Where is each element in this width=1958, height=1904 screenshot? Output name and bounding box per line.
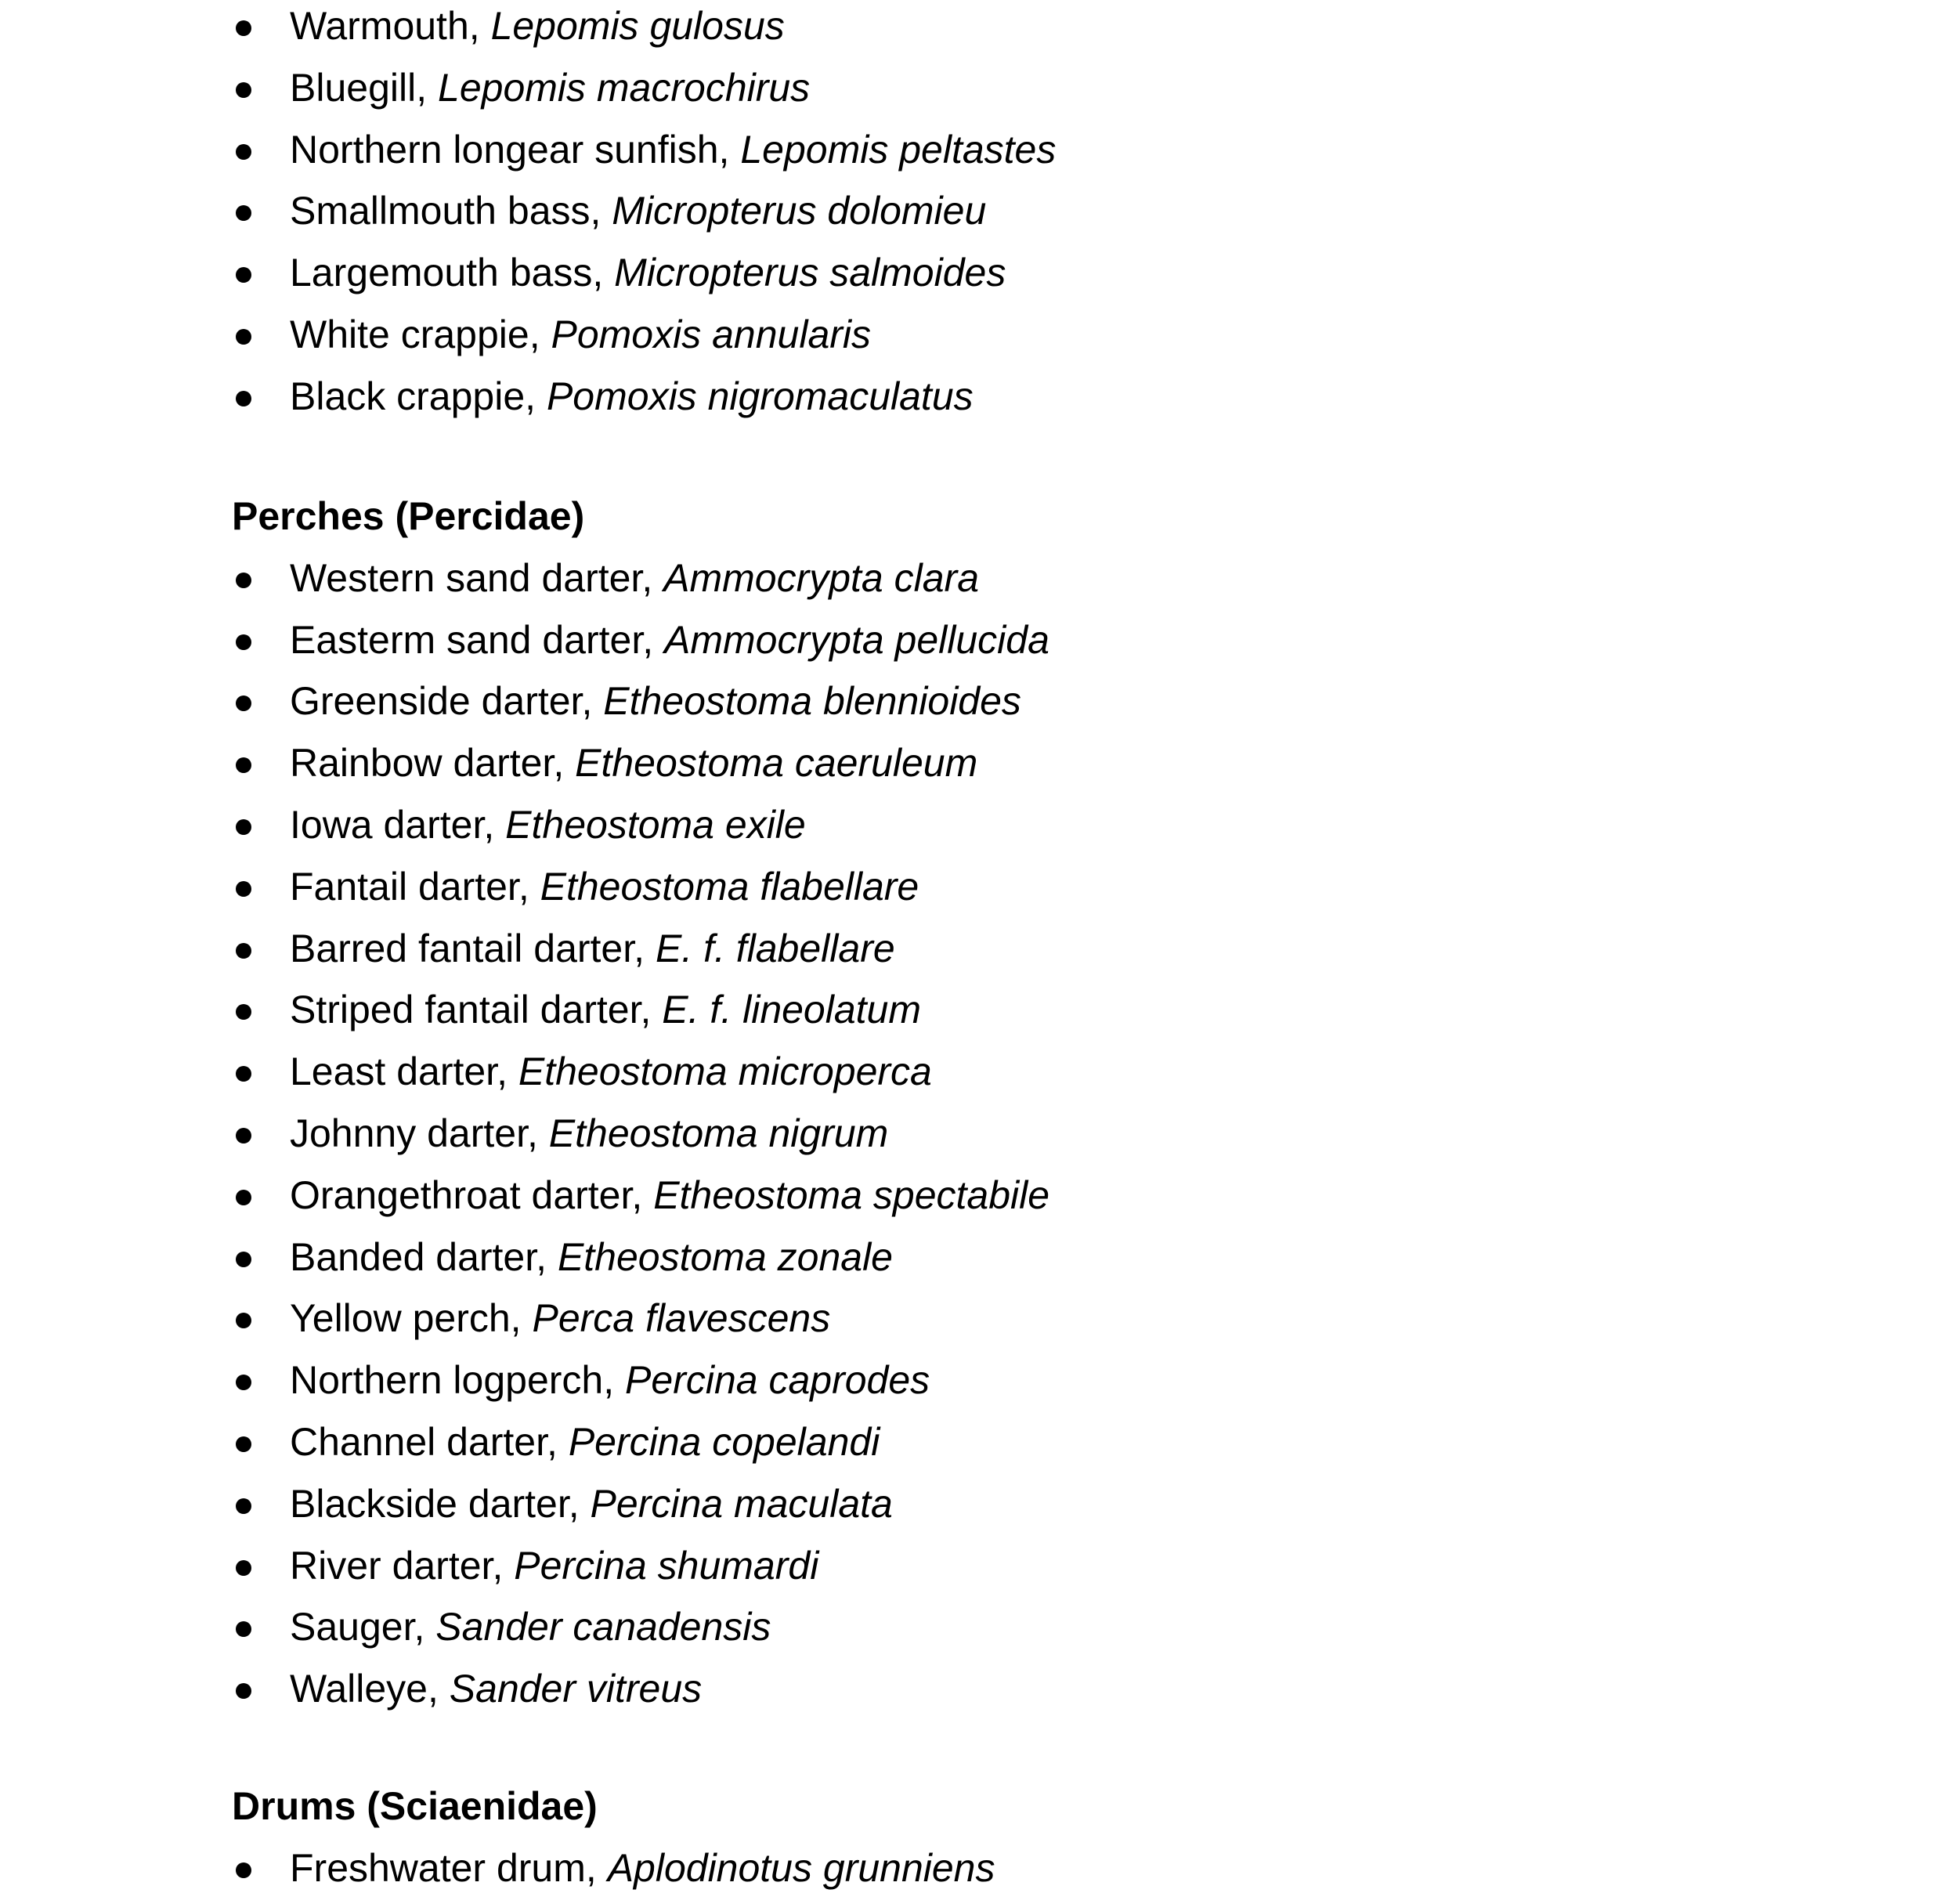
- bullet-icon: [236, 1128, 251, 1143]
- bullet-icon: [236, 1560, 251, 1576]
- drums-section: [232, 1780, 1720, 1904]
- bullet-icon: [236, 1862, 251, 1878]
- sunfish-species-list: [232, 0, 1720, 432]
- scientific-name: Etheostoma microperca: [518, 1050, 932, 1094]
- common-name: Fantail darter: [290, 864, 518, 909]
- common-name: Striped fantail darter: [290, 988, 641, 1032]
- name-separator: ,: [526, 1111, 549, 1155]
- common-name: Freshwater drum: [290, 1845, 586, 1890]
- species-list-item: [232, 737, 1720, 799]
- bullet-icon: [236, 695, 251, 711]
- name-separator: ,: [553, 741, 576, 786]
- common-name: Greenside darter: [290, 679, 582, 724]
- bullet-icon: [236, 757, 251, 773]
- name-separator: ,: [468, 4, 491, 48]
- name-separator: ,: [510, 1296, 533, 1341]
- scientific-name: Etheostoma spectabile: [653, 1172, 1050, 1217]
- scientific-name: Lepomis peltastes: [740, 127, 1057, 172]
- name-separator: ,: [568, 1481, 591, 1526]
- species-list-item: [232, 1663, 1720, 1725]
- name-separator: ,: [518, 864, 540, 909]
- drums-species-list: [232, 1842, 1720, 1904]
- bullet-icon: [236, 1252, 251, 1267]
- common-name: Warmouth: [290, 4, 469, 48]
- bullet-icon: [236, 634, 251, 650]
- name-separator: ,: [592, 251, 615, 295]
- bullet-icon: [236, 82, 251, 98]
- name-separator: ,: [483, 802, 506, 847]
- species-list-item: [232, 1354, 1720, 1416]
- common-name: Northern logperch: [290, 1358, 604, 1403]
- name-separator: ,: [581, 679, 604, 724]
- scientific-name: E. f. lineolatum: [662, 988, 922, 1032]
- common-name: Orangethroat darter: [290, 1172, 632, 1217]
- bullet-icon: [236, 881, 251, 897]
- common-name: Yellow perch: [290, 1296, 511, 1341]
- scientific-name: Aplodinotus grunniens: [607, 1845, 995, 1890]
- species-list-item: [232, 1107, 1720, 1169]
- species-list-item: [232, 861, 1720, 923]
- common-name: Channel darter: [290, 1419, 547, 1464]
- common-name: Barred fantail darter: [290, 926, 634, 970]
- scientific-name: Etheostoma zonale: [557, 1234, 893, 1279]
- name-separator: ,: [641, 555, 664, 600]
- scientific-name: Percina copelandi: [568, 1419, 880, 1464]
- common-name: Rainbow darter: [290, 741, 554, 786]
- sunfish-section-continued: [232, 0, 1720, 432]
- name-separator: ,: [492, 1543, 515, 1588]
- scientific-name: Ammocrypta clara: [663, 555, 980, 600]
- name-separator: ,: [529, 312, 551, 356]
- common-name: Johnny darter: [290, 1111, 527, 1155]
- common-name: Iowa darter: [290, 802, 484, 847]
- species-list-item: [232, 62, 1720, 124]
- scientific-name: Etheostoma caeruleum: [575, 741, 978, 786]
- scientific-name: Percina shumardi: [514, 1543, 819, 1588]
- species-list-item: [232, 675, 1720, 737]
- scientific-name: Pomoxis annularis: [551, 312, 872, 356]
- perches-species-list: [232, 552, 1720, 1725]
- name-separator: ,: [416, 65, 439, 110]
- scientific-name: Sander canadensis: [435, 1605, 771, 1649]
- bullet-icon: [236, 205, 251, 221]
- bullet-icon: [236, 1621, 251, 1637]
- name-separator: ,: [414, 1605, 436, 1649]
- name-separator: ,: [631, 1172, 654, 1217]
- scientific-name: Lepomis gulosus: [490, 4, 785, 48]
- bullet-icon: [236, 267, 251, 283]
- bullet-icon: [236, 573, 251, 588]
- bullet-icon: [236, 20, 251, 36]
- bullet-icon: [236, 819, 251, 835]
- species-list-item: [232, 1046, 1720, 1107]
- scientific-name: Percina maculata: [590, 1481, 893, 1526]
- common-name: Largemouth bass: [290, 251, 593, 295]
- species-list-item: [232, 309, 1720, 370]
- common-name: Banded darter: [290, 1234, 536, 1279]
- scientific-name: E. f. flabellare: [655, 926, 895, 970]
- scientific-name: Micropterus dolomieu: [612, 189, 987, 233]
- name-separator: ,: [634, 926, 656, 970]
- name-separator: ,: [497, 1050, 518, 1094]
- species-list-item: [232, 1292, 1720, 1354]
- bullet-icon: [236, 943, 251, 959]
- species-list-item: [232, 1601, 1720, 1663]
- species-list-item: [232, 1169, 1720, 1231]
- scientific-name: Etheostoma exile: [505, 802, 806, 847]
- species-list-item: [232, 0, 1720, 62]
- name-separator: ,: [590, 189, 612, 233]
- species-list-item: [232, 1540, 1720, 1602]
- common-name: Sauger: [290, 1605, 414, 1649]
- common-name: River darter: [290, 1543, 493, 1588]
- species-list-item: [232, 614, 1720, 676]
- species-list-item: [232, 799, 1720, 861]
- bullet-icon: [236, 1313, 251, 1328]
- perches-heading: Perches (Percidae): [232, 494, 585, 538]
- species-list-item: [232, 984, 1720, 1046]
- scientific-name: Ammocrypta pellucida: [664, 617, 1049, 662]
- species-list-item: [232, 370, 1720, 432]
- scientific-name: Etheostoma blennioides: [603, 679, 1021, 724]
- species-list-item: [232, 552, 1720, 614]
- name-separator: ,: [536, 1234, 558, 1279]
- scientific-name: Sander vitreus: [449, 1667, 703, 1711]
- name-separator: ,: [427, 1667, 450, 1711]
- common-name: Bluegill: [290, 65, 417, 110]
- species-list-item: [232, 124, 1720, 186]
- scientific-name: Pomoxis nigromaculatus: [546, 374, 974, 418]
- bullet-icon: [236, 1004, 251, 1020]
- bullet-icon: [236, 1498, 251, 1514]
- scientific-name: Lepomis macrochirus: [438, 65, 811, 110]
- name-separator: ,: [718, 127, 741, 172]
- common-name: Black crappie: [290, 374, 526, 418]
- scientific-name: Micropterus salmoides: [614, 251, 1006, 295]
- bullet-icon: [236, 391, 251, 406]
- name-separator: ,: [640, 988, 663, 1032]
- name-separator: ,: [642, 617, 665, 662]
- common-name: Northern longear sunfish: [290, 127, 719, 172]
- species-list-item: [232, 1416, 1720, 1478]
- bullet-icon: [236, 1375, 251, 1390]
- scientific-name: Etheostoma flabellare: [540, 864, 919, 909]
- species-list-item: [232, 1231, 1720, 1293]
- perches-section: [232, 490, 1720, 1725]
- common-name: Blackside darter: [290, 1481, 569, 1526]
- name-separator: ,: [547, 1419, 569, 1464]
- common-name: Smallmouth bass: [290, 189, 591, 233]
- scientific-name: Percina caprodes: [625, 1358, 930, 1403]
- common-name: Western sand darter: [290, 555, 642, 600]
- common-name: Easterm sand darter: [290, 617, 643, 662]
- bullet-icon: [236, 144, 251, 160]
- species-list-item: [232, 1842, 1720, 1904]
- common-name: Least darter: [290, 1050, 497, 1094]
- common-name: Walleye: [290, 1667, 428, 1711]
- species-list-item: [232, 247, 1720, 309]
- species-list-item: [232, 185, 1720, 247]
- bullet-icon: [236, 329, 251, 345]
- scientific-name: Etheostoma nigrum: [548, 1111, 889, 1155]
- common-name: White crappie: [290, 312, 529, 356]
- bullet-icon: [236, 1190, 251, 1205]
- name-separator: ,: [603, 1358, 626, 1403]
- name-separator: ,: [585, 1845, 608, 1890]
- species-list-item: [232, 1478, 1720, 1540]
- scientific-name: Perca flavescens: [532, 1296, 831, 1341]
- bullet-icon: [236, 1683, 251, 1699]
- species-list-item: [232, 923, 1720, 985]
- name-separator: ,: [525, 374, 547, 418]
- bullet-icon: [236, 1436, 251, 1452]
- drums-heading: Drums (Sciaenidae): [232, 1784, 598, 1828]
- bullet-icon: [236, 1066, 251, 1082]
